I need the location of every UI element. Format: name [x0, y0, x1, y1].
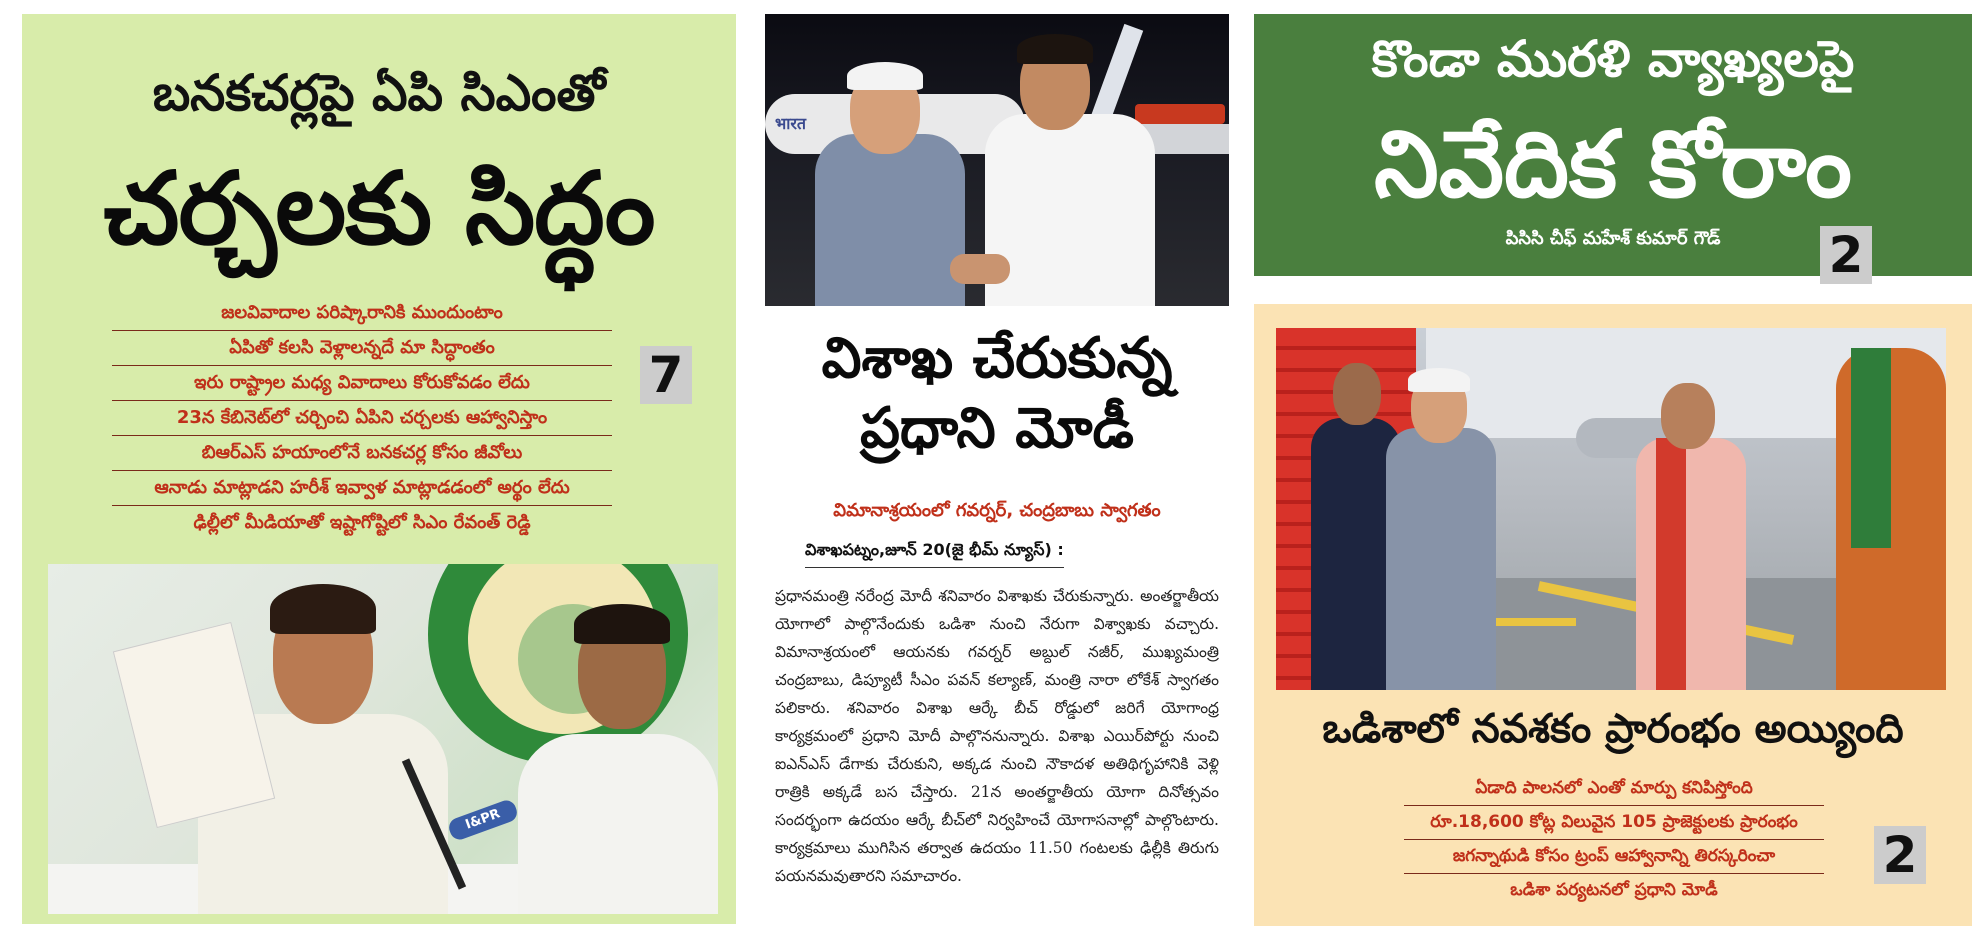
right-bottom-subheads	[1404, 772, 1824, 907]
right-bottom-subhead: రూ.18,600 కోట్ల విలువైన 105 ప్రాజెక్టులకు ప్రారంభం	[1404, 806, 1824, 840]
left-subheads	[112, 296, 612, 540]
left-subhead: 23న కేబినెట్‌లో చర్చించి ఏపిని చర్చలకు ఆహ్వానిస్తాం	[112, 401, 612, 436]
page-number-badge[interactable]: 2	[1874, 826, 1926, 884]
left-subhead: ఢిల్లీలో మీడియాతో ఇష్టాగోష్టిలో సిఎం రేవంత్ రెడ్డి	[193, 512, 531, 533]
right-bottom-airport-photo	[1276, 328, 1946, 690]
ipr-mic-label: I&PR	[446, 798, 519, 843]
middle-article-body: ప్రధానమంత్రి నరేంద్ర మోదీ శనివారం విశాఖకు చేరుకున్నారు. అంతర్జాతీయ యోగాలో పాల్గొనేందుకు ఒడిశా నుంచి నేరుగా విశ్వాఖకు వచ్చారు. విమానాశ్రయంలో ఆయనకు గవర్నర్ అబ్దుల్ నజీర్, ముఖ్యమంత్రి చంద్రబాబు, డిప్యూటీ సీఎం పవన్ కల్యాణ్, మంత్రి నారా లోకేశ్ స్వాగతం పలికారు. శనివారం విశాఖ ఆర్కే బీచ్ రోడ్డులో జరిగే యోగాంధ్ర కార్యక్రమంలో ప్రధాని మోదీ పాల్గొననున్నారు. విశాఖ ఎయిర్‌పోర్టు నుంచి ఐఎన్ఎస్ డేగాకు చేరుకుని, అక్కడ నుంచి నౌకాదళ అతిథిగృహానికి వెళ్లి రాత్రికి అక్కడే బస చేస్తారు. 21న అంతర్జాతీయ యోగా దినోత్సవం సందర్భంగా ఉదయం ఆర్కే బీచ్‌లో నిర్వహించే యోగాసనాల్లో పాల్గొంటారు. కార్యక్రమాలు ముగిసిన తర్వాత ఉదయం 11.50 గంటలకు ఢిల్లీకి తిరుగు పయనమవుతారని సమాచారం.	[775, 587, 1219, 885]
middle-airport-photo	[765, 14, 1229, 306]
left-subhead: జలవివాదాల పరిష్కారానికి ముందుంటాం	[112, 296, 612, 331]
right-bottom-story-panel[interactable]	[1254, 304, 1972, 926]
middle-dateline: విశాఖపట్నం,జూన్ 20(జై భీమ్ న్యూస్) :	[805, 540, 1064, 568]
right-top-story-panel[interactable]	[1254, 14, 1972, 284]
middle-headline: విశాఖ చేరుకున్న ప్రధాని మోడీ	[821, 326, 1173, 461]
right-top-subhead: పిసిసి చీఫ్ మహేశ్ కుమార్ గౌడ్	[1505, 228, 1721, 249]
right-bottom-subhead: జగన్నాథుడి కోసం ట్రంప్ ఆహ్వానాన్ని తిరస్కరించా	[1404, 840, 1824, 874]
page-number-badge[interactable]: 2	[1820, 226, 1872, 284]
left-subhead: ఆనాడు మాట్లాడని హరీశ్ ఇవ్వాళ మాట్లాడడంలో అర్థం లేదు	[112, 471, 612, 506]
left-subhead: బిఆర్ఎస్ హయాంలోనే బనకచర్ల కోసం జీవోలు	[112, 436, 612, 471]
right-top-headline-small: కొండా మురళి వ్యాఖ్యలపై	[1371, 30, 1855, 88]
left-headline-large: చర్చలకు సిద్ధం	[103, 150, 655, 267]
right-bottom-subhead: ఒడిశా పర్యటనలో ప్రధాని మోడీ	[1510, 880, 1718, 900]
left-subhead: ఇరు రాష్ట్రాల మధ్య వివాదాలు కోరుకోవడం లేదు	[112, 366, 612, 401]
right-bottom-headline: ఒడిశాలో నవశకం ప్రారంభం అయ్యింది	[1322, 706, 1904, 752]
left-press-photo	[48, 564, 718, 914]
left-headline-small: బనకచర్లపై ఏపి సిఎంతో	[152, 64, 606, 122]
page-number-badge[interactable]: 7	[640, 346, 692, 404]
right-top-headline-large: నివేదిక కోరాం	[1374, 111, 1852, 218]
right-bottom-subhead: ఏడాది పాలనలో ఎంతో మార్పు కనిపిస్తోంది	[1404, 772, 1824, 806]
left-subhead: ఏపితో కలసి వెళ్లాలన్నదే మా సిద్ధాంతం	[112, 331, 612, 366]
aircraft-lettering: भारत	[775, 114, 807, 133]
left-story-panel[interactable]	[22, 14, 736, 924]
middle-subhead: విమానాశ్రయంలో గవర్నర్, చంద్రబాబు స్వాగతం	[833, 500, 1161, 521]
middle-story-panel[interactable]	[765, 14, 1229, 924]
